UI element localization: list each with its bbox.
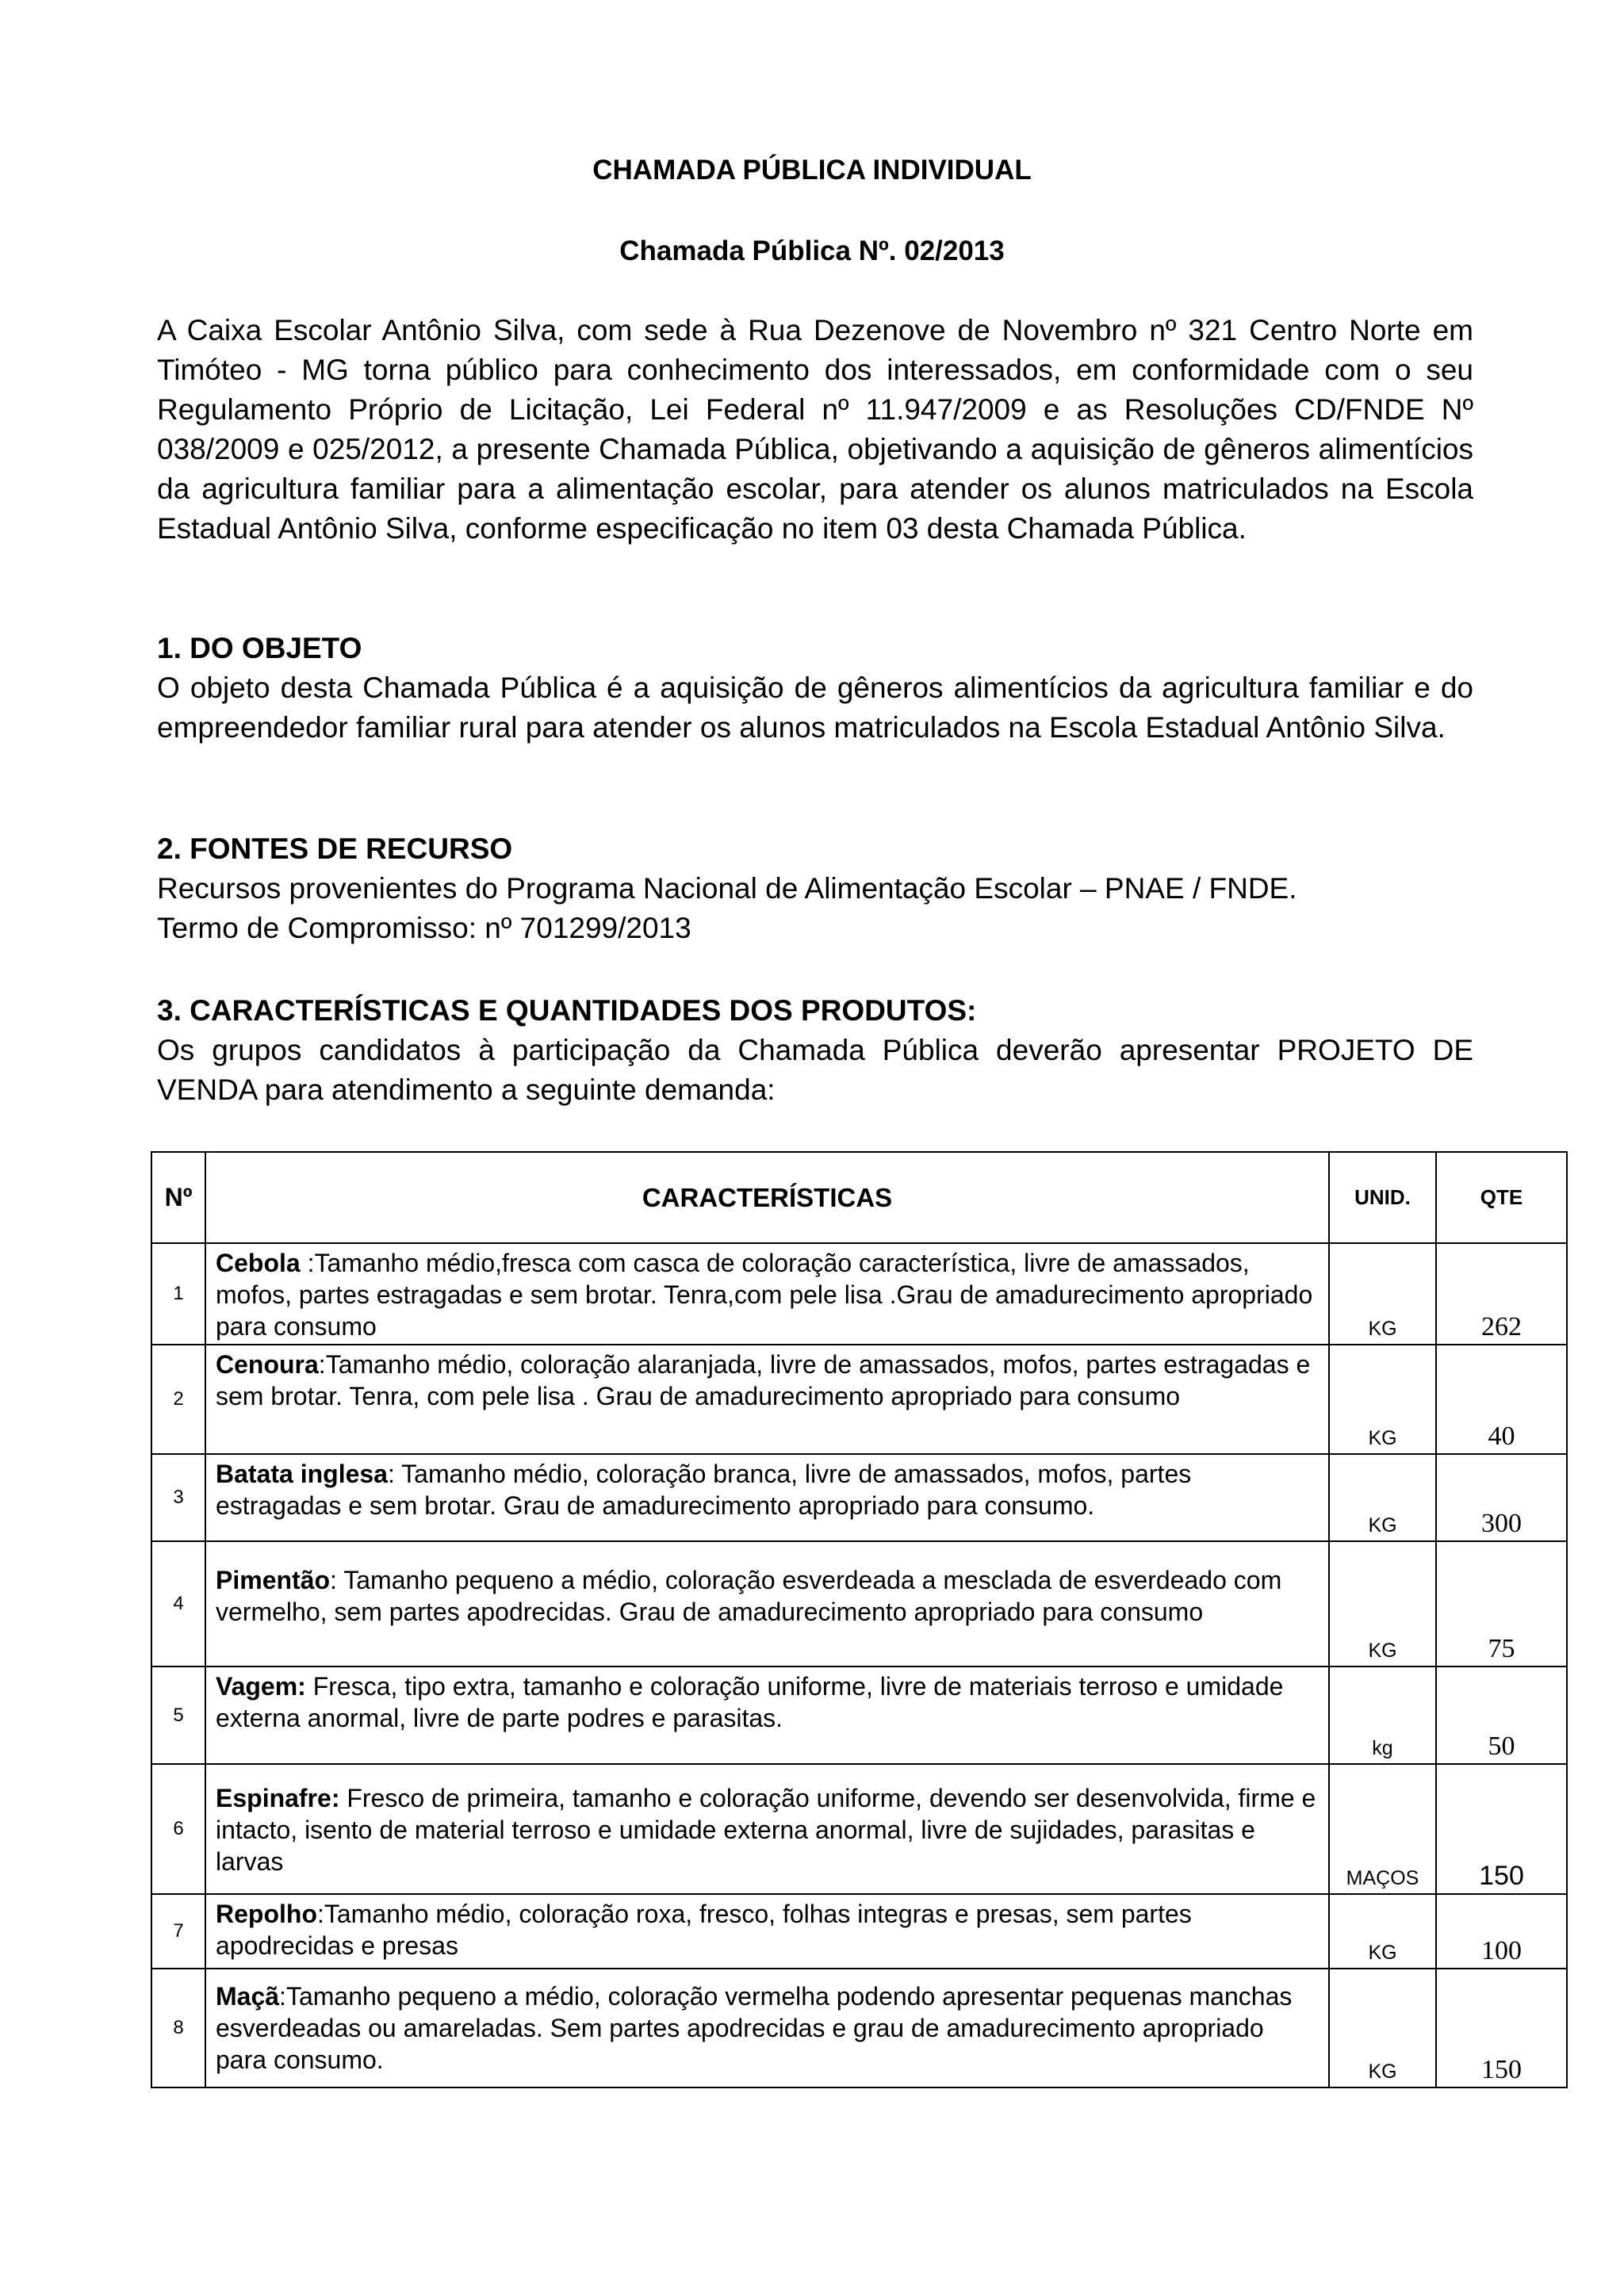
section-objeto [157,629,1473,748]
row-unit: KG [1329,1243,1436,1345]
product-name: Cenoura [216,1350,319,1379]
row-unit: KG [1329,1541,1436,1667]
header-quantity: QTE [1436,1152,1567,1243]
product-name: Batata inglesa [216,1460,388,1488]
row-number: 7 [151,1894,205,1969]
section-caracteristicas [157,991,1473,1110]
row-unit: KG [1329,1969,1436,2087]
product-spec: :Tamanho médio,fresca com casca de coloração característica, livre de amassados, mofos, partes estragadas e sem brotar. Tenra,com pele lisa .Grau de amadurecimento apropriado para consumo [216,1249,1313,1341]
row-description [205,1894,1329,1969]
header-characteristics: CARACTERÍSTICAS [205,1152,1329,1243]
row-quantity: 75 [1436,1541,1567,1667]
product-spec: Fresco de primeira, tamanho e coloração uniforme, devendo ser desenvolvida, firme e intacto, isento de material terroso e umidade externa anormal, livre de sujidades, parasitas e larvas [216,1784,1316,1876]
section-body: Os grupos candidatos à participação da Chamada Pública deverão apresentar PROJETO DE VENDA para atendimento a seguinte demanda: [157,1034,1473,1106]
row-number: 3 [151,1454,205,1541]
document-title: CHAMADA PÚBLICA INDIVIDUAL [592,155,1032,186]
row-number: 4 [151,1541,205,1667]
section-fontes [157,829,1473,948]
table-row [151,1894,1567,1969]
row-number: 6 [151,1764,205,1894]
product-name: Repolho [216,1900,317,1928]
row-description [205,1667,1329,1764]
row-unit: KG [1329,1894,1436,1969]
table-row [151,1345,1567,1454]
header-unit: UNID. [1329,1152,1436,1243]
row-quantity: 100 [1436,1894,1567,1969]
section-line: Termo de Compromisso: nº 701299/2013 [157,912,691,944]
section-body: O objeto desta Chamada Pública é a aquisição de gêneros alimentícios da agricultura familiar e do empreendedor familiar rural para atender os alunos matriculados na Escola Estadual Antônio Silva. [157,672,1473,744]
table-row [151,1454,1567,1541]
section-heading: 3. CARACTERÍSTICAS E QUANTIDADES DOS PRODUTOS: [157,994,977,1027]
product-spec: : Tamanho pequeno a médio, coloração esverdeada a mesclada de esverdeado com vermelho, sem partes apodrecidas. Grau de amadurecimento apropriado para consumo [216,1566,1282,1626]
header-number: Nº [151,1152,205,1243]
product-name: Pimentão [216,1566,331,1594]
row-quantity: 150 [1436,1764,1567,1894]
product-name: Maçã [216,1982,280,2011]
row-unit: KG [1329,1454,1436,1541]
table-header-row [151,1152,1567,1243]
product-name: Espinafre: [216,1784,340,1812]
row-unit: KG [1329,1345,1436,1454]
section-heading: 1. DO OBJETO [157,632,362,664]
row-number: 2 [151,1345,205,1454]
product-spec: Fresca, tipo extra, tamanho e coloração uniforme, livre de materiais terroso e umidade externa anormal, livre de parte podres e parasitas. [216,1672,1284,1732]
products-table [151,1151,1568,2088]
row-unit: MAÇOS [1329,1764,1436,1894]
product-name: Vagem: [216,1672,306,1701]
row-number: 8 [151,1969,205,2087]
row-unit: kg [1329,1667,1436,1764]
row-description [205,1454,1329,1541]
document-subtitle: Chamada Pública Nº. 02/2013 [619,235,1005,266]
row-quantity: 40 [1436,1345,1567,1454]
row-quantity: 150 [1436,1969,1567,2087]
section-line: Recursos provenientes do Programa Nacional de Alimentação Escolar – PNAE / FNDE. [157,872,1297,905]
section-heading: 2. FONTES DE RECURSO [157,832,513,865]
row-description [205,1541,1329,1667]
product-spec: :Tamanho médio, coloração roxa, fresco, folhas integras e presas, sem partes apodrecidas e presas [216,1900,1192,1960]
intro-paragraph: A Caixa Escolar Antônio Silva, com sede à Rua Dezenove de Novembro nº 321 Centro Norte em Timóteo - MG torna público para conhecimento dos interessados, em conformidade com o seu Regulamento Próprio de Licitação, Lei Federal nº 11.947/2009 e as Resoluções CD/FNDE Nº 038/2009 e 025/2012, a presente Chamada Pública, objetivando a aquisição de gêneros alimentícios da agricultura familiar para a alimentação escolar, para atender os alunos matriculados na Escola Estadual Antônio Silva, conforme especificação no item 03 desta Chamada Pública. [157,314,1473,545]
table-row [151,1243,1567,1345]
product-spec: :Tamanho pequeno a médio, coloração vermelha podendo apresentar pequenas manchas esverdeadas ou amareladas. Sem partes apodrecidas e grau de amadurecimento apropriado para consumo. [216,1982,1293,2074]
product-spec: :Tamanho médio, coloração alaranjada, livre de amassados, mofos, partes estragadas e sem brotar. Tenra, com pele lisa . Grau de amadurecimento apropriado para consumo [216,1350,1311,1410]
row-quantity: 262 [1436,1243,1567,1345]
table-row [151,1667,1567,1764]
row-description [205,1243,1329,1345]
product-spec: : Tamanho médio, coloração branca, livre de amassados, mofos, partes estragadas e sem brotar. Grau de amadurecimento apropriado para consumo. [216,1460,1192,1520]
row-number: 1 [151,1243,205,1345]
row-number: 5 [151,1667,205,1764]
row-description [205,1345,1329,1454]
table-row [151,1764,1567,1894]
product-name: Cebola [216,1249,301,1277]
row-quantity: 50 [1436,1667,1567,1764]
table-row [151,1541,1567,1667]
table-row [151,1969,1567,2087]
row-description [205,1969,1329,2087]
row-quantity: 300 [1436,1454,1567,1541]
row-description [205,1764,1329,1894]
